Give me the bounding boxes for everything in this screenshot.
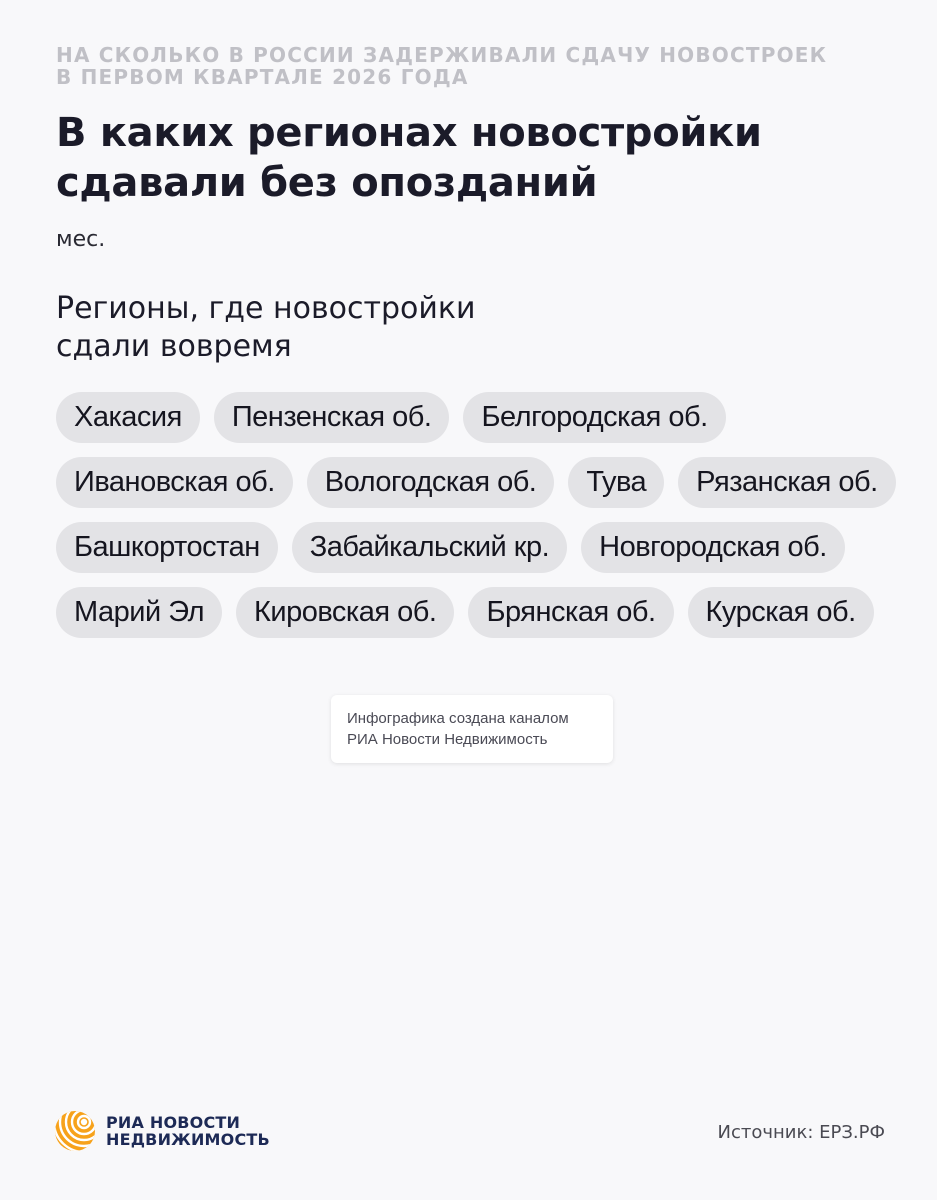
- ria-sun-logo-icon: [54, 1110, 96, 1152]
- brand-logo[interactable]: [54, 1110, 270, 1152]
- credit-line-2: РИА Новости Недвижимость: [347, 731, 548, 748]
- region-chip: Белгородская об.: [463, 392, 725, 443]
- region-chip: Вологодская об.: [307, 457, 555, 508]
- region-chip: Тува: [568, 457, 664, 508]
- region-chip: Новгородская об.: [581, 522, 845, 573]
- source-note: Источник: ЕРЗ.РФ: [717, 1122, 885, 1143]
- region-chip: Рязанская об.: [678, 457, 896, 508]
- kicker-line-2: В ПЕРВОМ КВАРТАЛЕ 2026 ГОДА: [56, 65, 469, 89]
- headline-line-1: В каких регионах новостройки: [56, 110, 762, 156]
- section-title-line-2: сдали вовремя: [56, 329, 292, 364]
- region-chip: Курская об.: [688, 587, 874, 638]
- region-chip-list: [56, 392, 896, 638]
- region-chip: Брянская об.: [468, 587, 673, 638]
- region-chip: Хакасия: [56, 392, 200, 443]
- region-chip: Ивановская об.: [56, 457, 293, 508]
- headline: [56, 108, 896, 208]
- kicker-line-1: НА СКОЛЬКО В РОССИИ ЗАДЕРЖИВАЛИ СДАЧУ НОВОСТРОЕК: [56, 43, 828, 67]
- headline-line-2: сдавали без опозданий: [56, 160, 598, 206]
- region-chip: Забайкальский кр.: [292, 522, 567, 573]
- region-chip: Марий Эл: [56, 587, 222, 638]
- region-chip: Кировская об.: [236, 587, 454, 638]
- brand-logo-line-2: НЕДВИЖИМОСТЬ: [106, 1130, 270, 1149]
- region-chip: Башкортостан: [56, 522, 278, 573]
- kicker: [56, 44, 876, 88]
- unit-label: мес.: [56, 227, 106, 252]
- region-chip: Пензенская об.: [214, 392, 450, 443]
- section-title: [56, 290, 616, 366]
- section-title-line-1: Регионы, где новостройки: [56, 291, 476, 326]
- brand-logo-line-1: РИА НОВОСТИ: [106, 1113, 241, 1132]
- brand-logo-text: [106, 1114, 270, 1148]
- infographic-credit-tooltip: [331, 695, 613, 763]
- credit-line-1: Инфографика создана каналом: [347, 710, 569, 727]
